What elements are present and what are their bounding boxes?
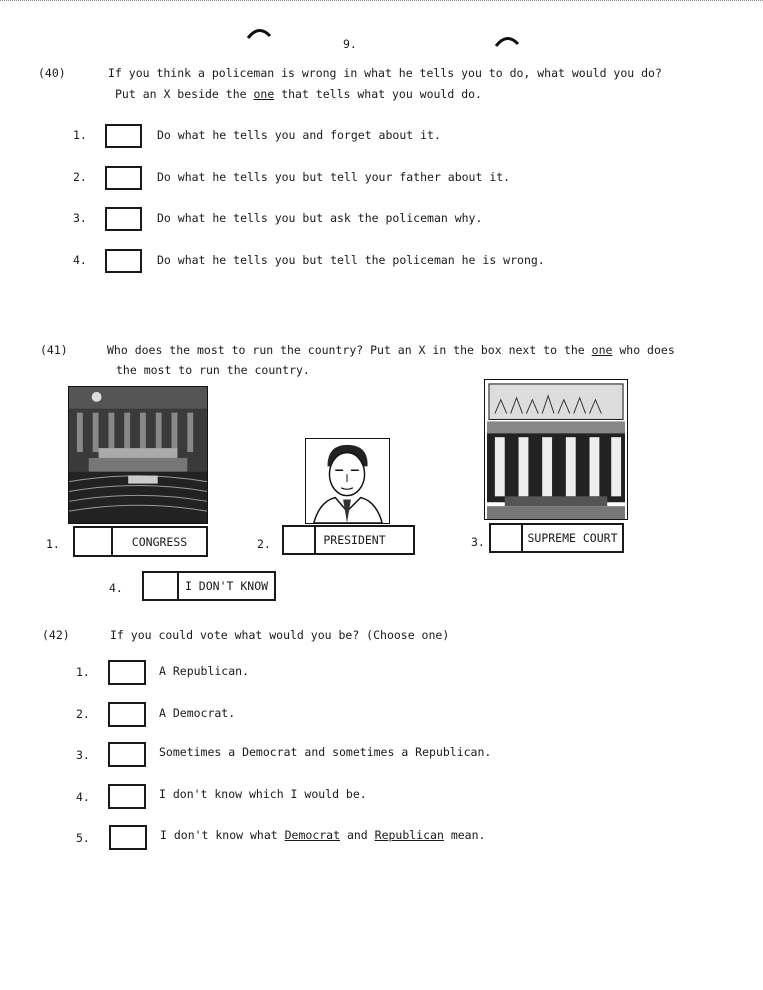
q41-option-number: 1. bbox=[46, 537, 60, 551]
q41-option-3-supreme-court bbox=[489, 523, 624, 553]
q42-option-1-label: A Republican. bbox=[159, 664, 250, 678]
q42-option-4-checkbox[interactable] bbox=[108, 784, 146, 809]
q41-option-number: 3. bbox=[471, 535, 485, 549]
question-42-number: (42) bbox=[42, 628, 70, 642]
question-41-text: Who does the most to run the country? Put an X in the box next to the one who does bbox=[107, 343, 675, 357]
q40-option-number: 2. bbox=[73, 170, 87, 184]
q40-option-1-label: Do what he tells you and forget about it. bbox=[157, 128, 441, 142]
q42-option-2-label: A Democrat. bbox=[159, 706, 236, 720]
q40-option-2-checkbox[interactable] bbox=[105, 166, 142, 190]
question-40-instruction: Put an X beside the one that tells what you would do. bbox=[115, 87, 482, 101]
q40-option-3-checkbox[interactable] bbox=[105, 207, 142, 231]
q41-option-1-label: CONGRESS bbox=[131, 534, 188, 549]
question-41-text-line2: the most to run the country. bbox=[116, 363, 310, 377]
q41-option-3-label: SUPREME COURT bbox=[527, 531, 618, 545]
q42-option-number: 1. bbox=[76, 665, 90, 679]
q40-option-number: 4. bbox=[73, 253, 87, 267]
q40-option-1-checkbox[interactable] bbox=[105, 124, 142, 148]
page-number: 9. bbox=[343, 37, 357, 51]
q40-option-4-label: Do what he tells you but tell the policeman he is wrong. bbox=[157, 253, 545, 267]
q42-option-2-checkbox[interactable] bbox=[108, 702, 146, 727]
q41-option-3-checkbox[interactable] bbox=[491, 525, 523, 551]
q40-option-2-label: Do what he tells you but tell your father about it. bbox=[157, 170, 511, 184]
q42-option-1-checkbox[interactable] bbox=[108, 660, 146, 685]
q41-option-2-checkbox[interactable] bbox=[284, 527, 316, 553]
q41-option-4-label: I DON'T KNOW bbox=[184, 579, 269, 593]
question-40-number: (40) bbox=[38, 66, 66, 80]
question-41-number: (41) bbox=[40, 343, 68, 357]
q41-option-2-president bbox=[282, 525, 415, 555]
supreme-court-building-image bbox=[484, 379, 628, 520]
q42-option-5-checkbox[interactable] bbox=[109, 825, 147, 850]
question-42-text: If you could vote what would you be? (Choose one) bbox=[110, 628, 450, 642]
q41-option-1-congress bbox=[73, 526, 208, 557]
president-portrait-image bbox=[305, 438, 390, 524]
q40-option-number: 3. bbox=[73, 211, 87, 225]
q41-option-2-label: PRESIDENT bbox=[323, 533, 386, 547]
question-40-text: If you think a policeman is wrong in what he tells you to do, what would you do? bbox=[108, 66, 662, 80]
punch-hole-mark-right bbox=[494, 34, 520, 48]
q41-option-number: 2. bbox=[257, 537, 271, 551]
q41-option-4-checkbox[interactable] bbox=[144, 573, 179, 599]
q42-option-3-checkbox[interactable] bbox=[108, 742, 146, 767]
q42-option-5-label: I don't know what Democrat and Republican mean. bbox=[160, 828, 486, 842]
q41-option-1-checkbox[interactable] bbox=[75, 528, 113, 555]
q41-option-4-dont-know bbox=[142, 571, 276, 601]
q42-option-number: 4. bbox=[76, 790, 90, 804]
q41-option-number: 4. bbox=[109, 581, 123, 595]
q40-option-3-label: Do what he tells you but ask the policeman why. bbox=[157, 211, 483, 225]
q40-option-4-checkbox[interactable] bbox=[105, 249, 142, 273]
q42-option-3-label: Sometimes a Democrat and sometimes a Republican. bbox=[159, 745, 492, 759]
page-top-border bbox=[0, 0, 763, 1]
punch-hole-mark-left bbox=[246, 26, 272, 40]
q40-option-number: 1. bbox=[73, 128, 87, 142]
q42-option-number: 2. bbox=[76, 707, 90, 721]
q42-option-4-label: I don't know which I would be. bbox=[159, 787, 367, 801]
q42-option-number: 3. bbox=[76, 748, 90, 762]
q42-option-number: 5. bbox=[76, 831, 90, 845]
congress-chamber-image bbox=[68, 386, 208, 524]
